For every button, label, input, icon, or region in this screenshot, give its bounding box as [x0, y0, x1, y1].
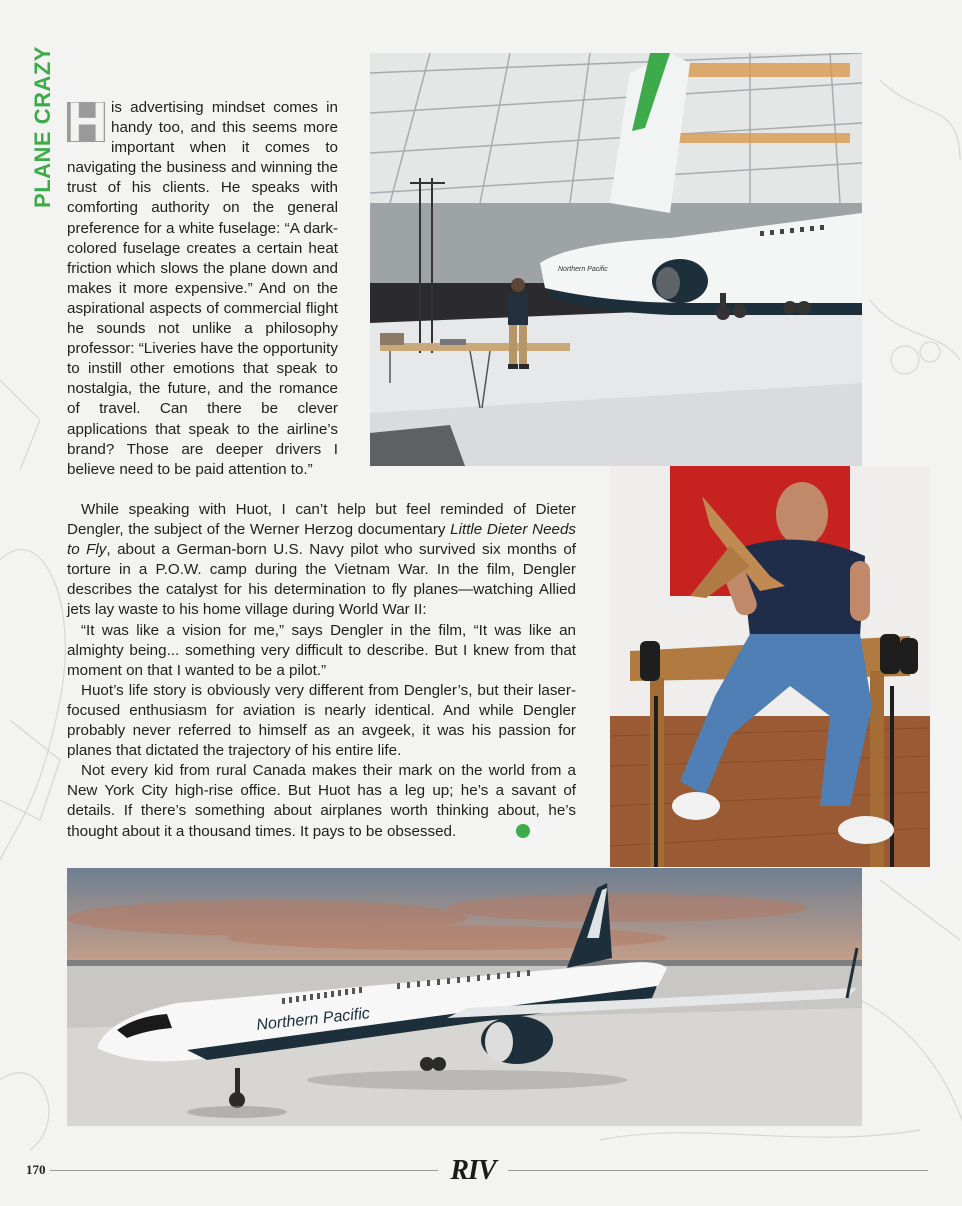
documentary-title: Little Dieter Needs to Fly — [67, 521, 576, 559]
paragraph-1: is advertising mindset comes in handy too, and this seems more important when it comes to navigating the business and winning the trust of his clients. He speaks with comforting authority on the general preference for a white fuselage: “A dark-colored fuselage creates a certain heat friction which slows the plane down and makes it more expensive.” And on the aspirational aspects of commercial flight he sounds not unlike a philosophy professor: “Liveries have the opportunity to instill other emotions that speak to nostalgia, the future, and the romance of travel. Can there be clever applications that speak to the airline’s brand? Those are deeper drivers I believe need to be paid attention to.” — [67, 99, 338, 478]
footer-rule-left — [50, 1170, 438, 1171]
aircraft-render — [67, 868, 862, 1126]
article-column-2 — [67, 500, 576, 842]
section-label: PLANE CRAZY — [30, 46, 55, 208]
end-mark-icon: R — [516, 824, 530, 838]
portrait-photo — [610, 466, 930, 867]
paragraph-3: “It was like a vision for me,” says Dengler in the film, “It was like an almighty being... something very difficult to describe. But I knew from that moment on that I wanted to be a pilot.” — [67, 621, 576, 679]
magazine-logo: RIV — [450, 1155, 496, 1186]
page-number: 170 — [26, 1162, 46, 1177]
dropcap: H — [67, 90, 108, 153]
hangar-photo — [370, 53, 862, 466]
footer-rule-right — [508, 1170, 928, 1171]
hangar-livery-text: Northern Pacific — [558, 266, 608, 273]
paragraph-4: Huot’s life story is obviously very different from Dengler’s, but their laser-focused enthusiasm for aviation is nearly identical. And while Dengler probably never referred to himself as an avgeek, it was his passion for planes that dictated the trajectory of his entire life. — [67, 681, 576, 760]
article-column-1 — [67, 90, 338, 480]
render-livery-text: Northern Pacific — [255, 1005, 371, 1034]
paragraph-5: Not every kid from rural Canada makes their mark on the world from a New York City high-rise office. But Huot has a leg up; he’s a savant of details. If there’s something about airplanes worth thinking about, he’s thought about it a thousand times. It pays to be obsessed. R — [67, 762, 576, 840]
paragraph-2: While speaking with Huot, I can’t help but feel reminded of Dieter Dengler, the subject of the Werner Herzog documentary Little Dieter Needs to Fly, about a German-born U.S. Navy pilot who survived six months of torture in a P.O.W. camp during the Vietnam War. In the film, Dengler describes the catalyst for his determination to fly planes—watching Allied jets lay waste to his home village during World War II: — [67, 501, 576, 619]
